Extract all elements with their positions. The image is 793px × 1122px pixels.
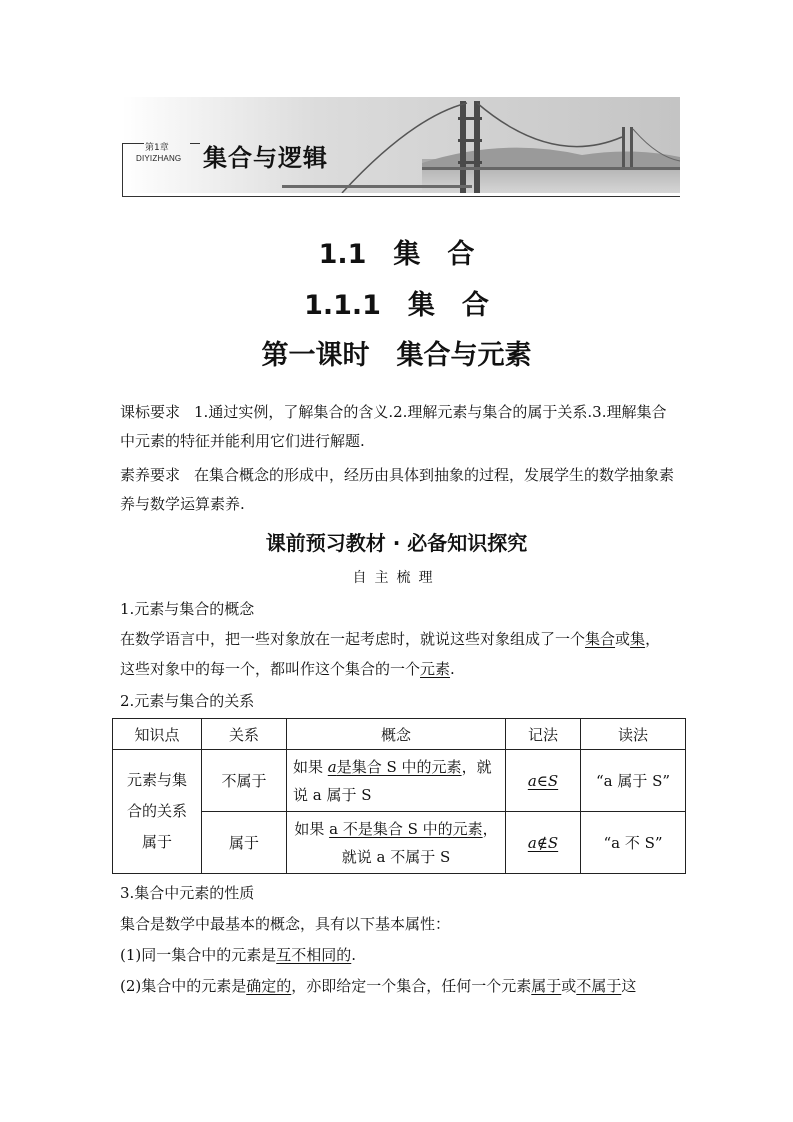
group-line: 属于 — [141, 833, 172, 851]
item-text: 或 — [561, 977, 577, 995]
part3-intro: 集合是数学中最基本的概念，具有以下基本属性： — [120, 915, 451, 933]
punct: ， — [645, 630, 661, 648]
concept-text: ，就 — [461, 757, 492, 776]
part3-item1 — [120, 944, 356, 965]
part1-line2 — [120, 658, 455, 679]
term-set-short: 集 — [630, 630, 646, 648]
table-header: 知识点 — [113, 719, 202, 750]
term-element: 元素 — [420, 660, 451, 678]
table-row — [113, 750, 686, 812]
table-cell-concept — [287, 812, 506, 874]
table-cell-reading: “a 属于 S” — [581, 750, 686, 812]
part1-or: 或 — [615, 630, 631, 648]
section-heading: 1.1 集 合 — [318, 239, 475, 270]
table-cell-reading: “a 不 S” — [581, 812, 686, 874]
term-set: 集合 — [585, 630, 616, 648]
table-header: 关系 — [202, 719, 287, 750]
concept-line: 就说 a 不属于 S — [341, 847, 451, 866]
part1-text: 这些对象中的每一个，都叫作这个集合的一个 — [120, 660, 421, 678]
concept-underlined: a 不是集合 S 中的元素 — [329, 819, 483, 838]
table-header: 读法 — [581, 719, 686, 750]
group-line: 元素与集 — [126, 771, 187, 789]
part3-item2 — [120, 975, 636, 996]
lesson-heading: 第一课时 集合与元素 — [261, 340, 532, 371]
concept-underlined: 是集合 S 中的元素 — [336, 757, 462, 776]
concept-line — [293, 753, 505, 781]
chapter-rule — [122, 143, 144, 144]
self-study-title: 自主梳理 — [352, 570, 441, 586]
chapter-number: 第1章 — [145, 143, 169, 153]
curriculum-label: 课标要求 — [120, 403, 181, 421]
term-not-belongs: 不属于 — [576, 977, 622, 995]
group-line: 合的关系 — [126, 802, 187, 820]
concept-text: 如果 — [294, 819, 330, 838]
concept-text: ， — [482, 819, 498, 838]
chapter-pinyin: DIYIZHANG — [136, 154, 182, 163]
part1-heading: 1.元素与集合的概念 — [120, 600, 255, 618]
punct: . — [351, 946, 357, 964]
table-header-row — [113, 719, 686, 750]
table-cell-group — [113, 750, 202, 874]
item-text: (2)集合中的元素是 — [120, 977, 247, 995]
item-text: 这 — [621, 977, 637, 995]
table-cell-relation: 属于 — [202, 812, 287, 874]
part2-heading: 2.元素与集合的关系 — [120, 692, 255, 710]
chapter-rule — [190, 143, 200, 144]
concept-line — [287, 815, 505, 843]
literacy-label: 素养要求 — [120, 466, 181, 484]
part1-text: 在数学语言中，把一些对象放在一起考虑时，就说这些对象组成了一个 — [120, 630, 586, 648]
concept-variable: a — [327, 757, 337, 776]
curriculum-text: 1.通过实例，了解集合的含义.2.理解元素与集合的属于关系.3.理解集合中元素的特征并能利用它们进行解题. — [120, 403, 667, 450]
chapter-bottom-rule — [122, 196, 680, 197]
part1-line1 — [120, 628, 660, 649]
table-header: 概念 — [287, 719, 506, 750]
item-text: (1)同一集合中的元素是 — [120, 946, 277, 964]
chapter-title: 集合与逻辑 — [203, 144, 328, 172]
term-distinct: 互不相同的 — [276, 946, 352, 964]
chapter-frame-line — [122, 143, 123, 197]
curriculum-requirements — [120, 398, 680, 456]
table-cell-concept — [287, 750, 506, 812]
term-belongs: 属于 — [531, 977, 562, 995]
relation-table — [112, 718, 686, 874]
table-cell-notation: a∈S — [506, 750, 581, 812]
table-header: 记法 — [506, 719, 581, 750]
table-cell-relation: 不属于 — [202, 750, 287, 812]
concept-line: 说 a 属于 S — [293, 785, 372, 804]
concept-text: 如果 — [293, 757, 328, 776]
literacy-requirements — [120, 461, 680, 519]
part3-heading: 3.集合中元素的性质 — [120, 884, 255, 902]
table-cell-notation: a∉S — [506, 812, 581, 874]
literacy-text: 在集合概念的形成中，经历由具体到抽象的过程，发展学生的数学抽象素养与数学运算素养. — [120, 466, 675, 513]
preview-section-title: 课前预习教材 · 必备知识探究 — [265, 531, 528, 555]
punct: . — [450, 660, 455, 678]
term-definite: 确定的 — [246, 977, 292, 995]
subsection-heading: 1.1.1 集 合 — [304, 290, 489, 321]
item-text: ，亦即给定一个集合，任何一个元素 — [291, 977, 532, 995]
